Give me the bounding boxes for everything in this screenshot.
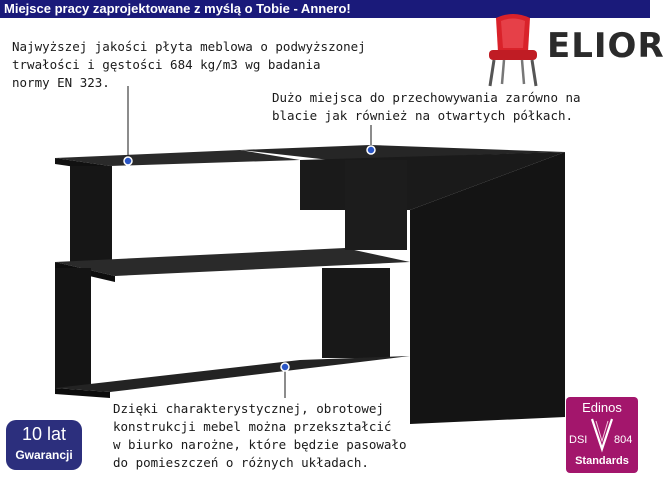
edinos-standards: Standards — [575, 455, 629, 467]
checkmark-icon — [590, 417, 614, 451]
page-title: Miejsce pracy zaprojektowane z myślą o Tobie - Annero! — [4, 1, 351, 16]
warranty-badge — [6, 420, 82, 470]
edinos-right-code: 804 — [614, 434, 633, 446]
edinos-left-code: DSI — [569, 434, 588, 446]
warranty-label: Gwarancji — [15, 448, 73, 462]
edinos-badge — [566, 397, 638, 473]
callout-rotation: Dzięki charakterystycznej, obrotowej konstrukcji mebel można przekształcić w biurko narożne, które będzie pasowało do pomieszczeń o różnych układach. — [113, 401, 407, 470]
callout-quality: Najwyższej jakości płyta meblowa o podwyższonej trwałości i gęstości 684 kg/m3 wg badania normy EN 323. — [12, 39, 366, 90]
warranty-years: 10 lat — [21, 424, 67, 444]
edinos-title: Edinos — [582, 400, 622, 415]
callout-storage: Dużo miejsca do przechowywania zarówno na blacie jak również na otwartych półkach. — [272, 90, 581, 123]
brand-name: ELIOR — [547, 26, 665, 66]
